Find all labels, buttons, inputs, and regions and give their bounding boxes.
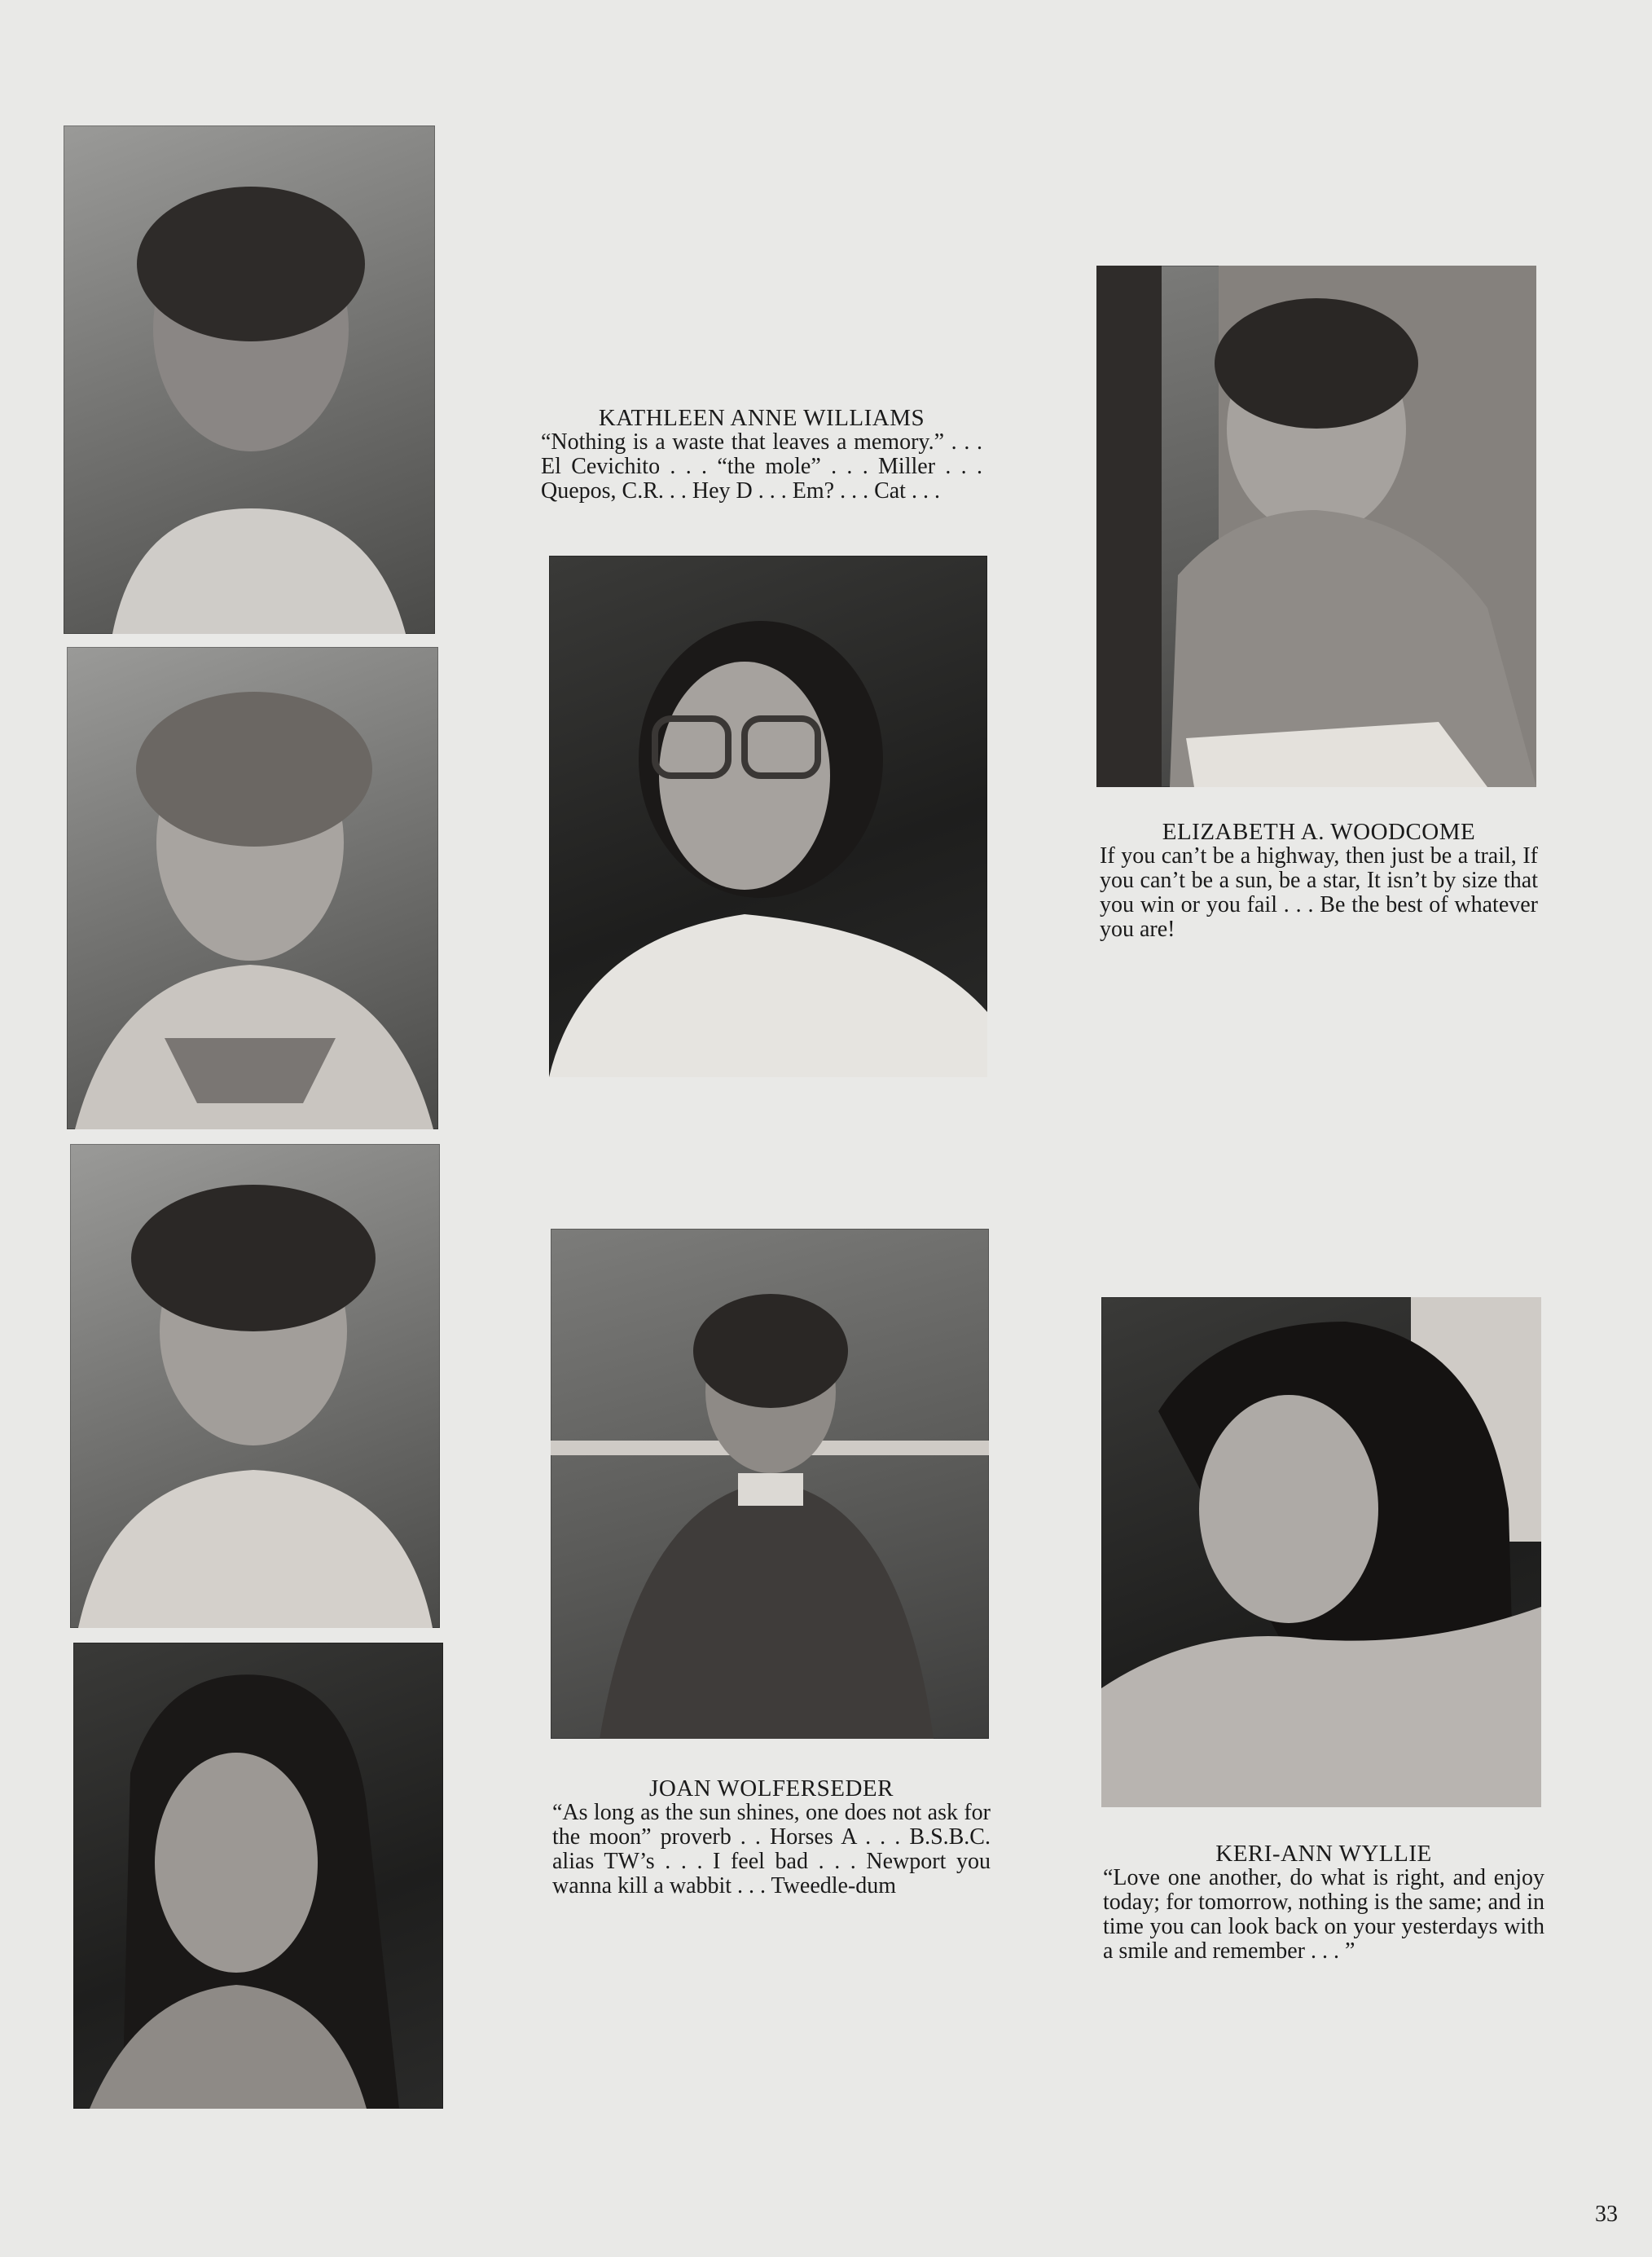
candid-photo-reading (1101, 1297, 1541, 1807)
student-quote: “As long as the sun shines, one does not ask for the moon” proverb . . Horses A . . . B.S.B.C. alias TW’s . . . I feel bad . . . Newport you wanna kill a wabbit . . . Tweedle-dum (552, 1800, 991, 1898)
student-quote: “Nothing is a waste that leaves a memory.” . . . El Cevichito . . . “the mole” . . . Miller . . . Quepos, C.R. . . Hey D . . . Em? . . . Cat . . . (541, 429, 982, 504)
entry-wolferseder (552, 1776, 991, 1898)
student-quote: “Love one another, do what is right, and enjoy today; for tomorrow, nothing is the same; and in time you can look back on your yesterdays with a smile and remember . . . ” (1103, 1865, 1544, 1964)
student-name: JOAN WOLFERSEDER (649, 1775, 894, 1802)
entry-wyllie (1103, 1841, 1544, 1964)
entry-woodcome (1100, 820, 1538, 942)
candid-photo-classroom (551, 1229, 989, 1739)
entry-williams (541, 406, 982, 504)
portrait-photo-1 (64, 125, 435, 634)
portrait-photo-3 (70, 1144, 440, 1628)
page-number: 33 (1595, 2202, 1618, 2227)
candid-photo-glasses (549, 556, 987, 1077)
portrait-photo-2 (67, 647, 438, 1129)
student-name: ELIZABETH A. WOODCOME (1162, 819, 1476, 845)
student-quote: If you can’t be a highway, then just be a trail, If you can’t be a sun, be a star, It isn’t by size that you win or you fail . . . Be the best of whatever you are! (1100, 843, 1538, 942)
candid-photo-laughing (1096, 266, 1536, 787)
student-name: KERI-ANN WYLLIE (1215, 1841, 1432, 1867)
portrait-photo-4 (73, 1643, 443, 2109)
student-name: KATHLEEN ANNE WILLIAMS (598, 405, 925, 431)
